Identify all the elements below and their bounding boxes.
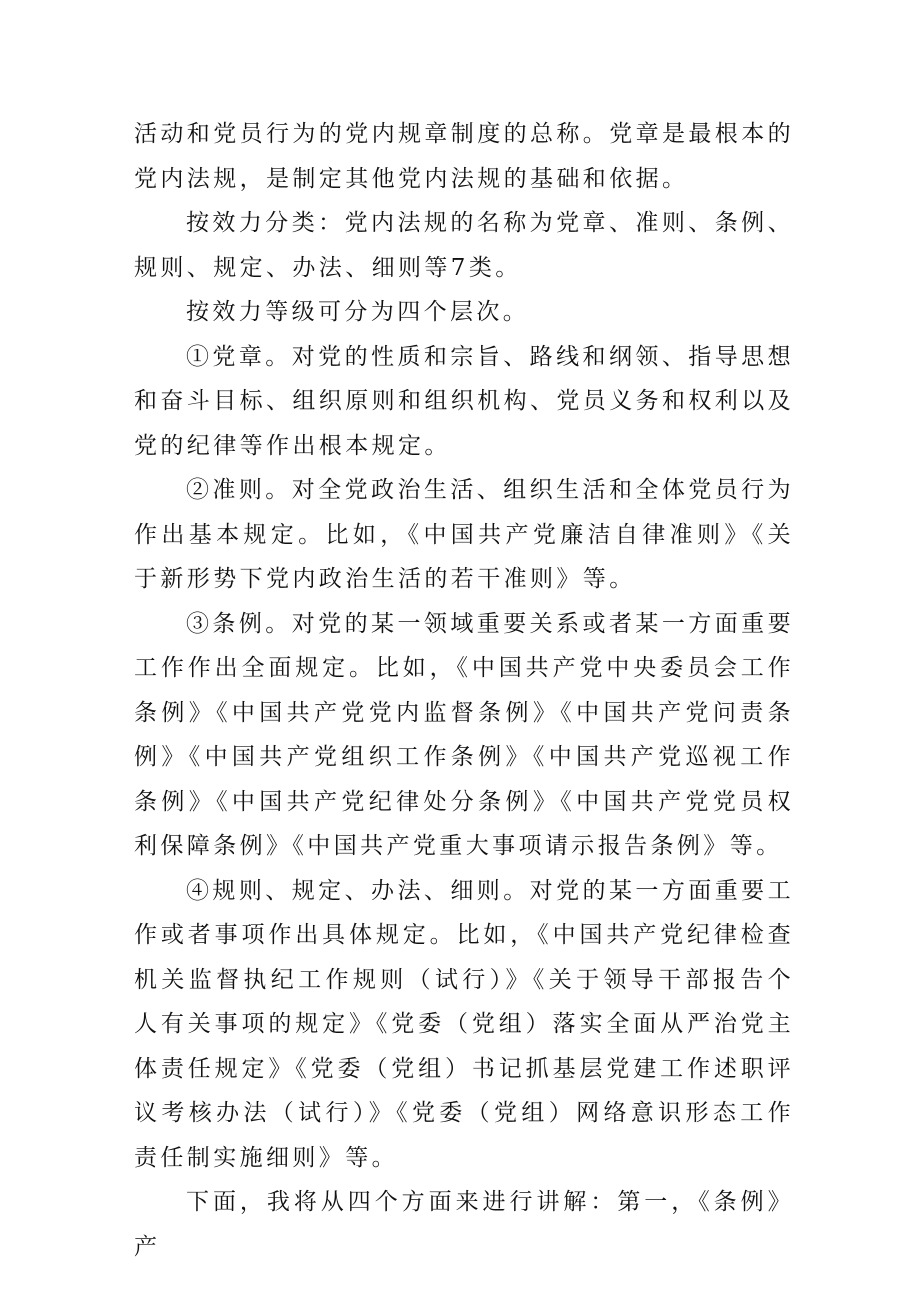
paragraph-classification-by-effect: 按效力分类：党内法规的名称为党章、准则、条例、规则、规定、办法、细则等7类。 [134,210,794,281]
paragraph-intro-continued: 活动和党员行为的党内规章制度的总称。党章是最根本的党内法规，是制定其他党内法规的基础和依据。 [134,121,794,192]
paragraph-level-guidelines: ②准则。对全党政治生活、组织生活和全体党员行为作出基本规定。比如，《中国共产党廉洁自律准则》《关于新形势下党内政治生活的若干准则》等。 [134,477,794,592]
paragraph-level-rules-provisions: ④规则、规定、办法、细则。对党的某一方面重要工作或者事项作出具体规定。比如，《中国共产党纪律检查机关监督执纪工作规则（试行）》《关于领导干部报告个人有关事项的规定》《党委（党组）落实全面从严治党主体责任规定》《党委（党组）书记抓基层党建工作述职评议考核办法（试行）》《党委（党组）网络意识形态工作责任制实施细则》等。 [134,877,794,1171]
paragraph-next-section-intro: 下面，我将从四个方面来进行讲解：第一，《条例》产 [134,1189,794,1260]
paragraph-level-party-constitution: ①党章。对党的性质和宗旨、路线和纲领、指导思想和奋斗目标、组织原则和组织机构、党员义务和权利以及党的纪律等作出根本规定。 [134,343,794,459]
paragraph-level-regulations: ③条例。对党的某一领域重要关系或者某一方面重要工作作出全面规定。比如，《中国共产党中央委员会工作条例》《中国共产党党内监督条例》《中国共产党问责条例》《中国共产党组织工作条例》《中国共产党巡视工作条例》《中国共产党纪律处分条例》《中国共产党党员权利保障条例》《中国共产党重大事项请示报告条例》等。 [134,610,794,859]
paragraph-four-levels: 按效力等级可分为四个层次。 [186,299,530,325]
document-body [134,112,794,1269]
